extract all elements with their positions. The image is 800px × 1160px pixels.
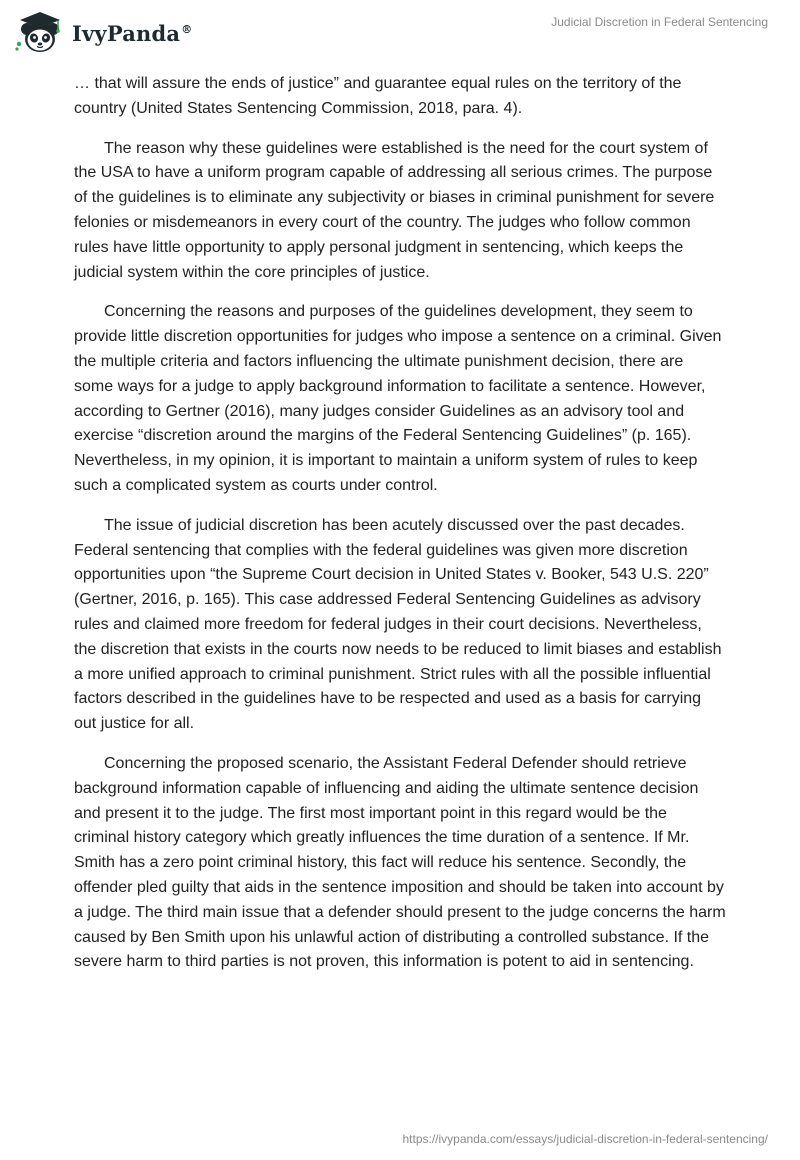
panda-logo-icon — [14, 8, 66, 56]
page-header — [0, 0, 800, 70]
paragraph: Concerning the reasons and purposes of the guidelines development, they seem to provide little discretion opportunities for judges who impose a sentence on a criminal. Given the multiple criteria and factors influencing the ultimate punishment decision, there are some ways for a judge to apply background information to facilitate a sentence. However, according to Gertner (2016), many judges consider Guidelines as an advisory tool and exercise “discretion around the margins of the Federal Sentencing Guidelines” (p. 165). Nevertheless, in my opinion, it is important to maintain a uniform system of rules to keep such a complicated system as courts under control. — [74, 303, 722, 494]
paragraph: The issue of judicial discretion has been acutely discussed over the past decades. Federal sentencing that complies with the federal guidelines was given more discretion opportunities upon “the Supreme Court decision in United States v. Booker, 543 U.S. 220” (Gertner, 2016, p. 165). This case addressed Federal Sentencing Guidelines as advisory rules and claimed more freedom for federal judges in their court decisions. Nevertheless, the discretion that exists in the courts now needs to be reduced to limit biases and establish a more unified approach to criminal punishment. Strict rules with all the possible influential factors described in the guidelines have to be respected and used as a basis for carrying out justice for all. — [74, 516, 722, 733]
source-url: https://ivypanda.com/essays/judicial-discretion-in-federal-sentencing/ — [402, 1132, 768, 1146]
ivypanda-logo[interactable] — [14, 8, 192, 56]
paragraph: Concerning the proposed scenario, the Assistant Federal Defender should retrieve background information capable of influencing and aiding the ultimate sentence decision and present it to the judge. The first most important point in this regard would be the criminal history category which greatly influences the time duration of a sentence. If Mr. Smith has a zero point criminal history, this fact will reduce his sentence. Secondly, the offender pled guilty that aids in the sentence imposition and should be taken into account by a judge. The third main issue that a defender should present to the judge concerns the harm caused by Ben Smith upon his unlawful action of distributing a controlled substance. If the severe harm to third parties is not proven, this information is potent to aid in sentencing. — [74, 754, 726, 971]
brand-name — [72, 21, 192, 46]
paragraph: The reason why these guidelines were established is the need for the court system of the USA to have a uniform program capable of addressing all serious crimes. The purpose of the guidelines is to eliminate any subjectivity or biases in criminal punishment for severe felonies or misdemeanors in every court of the country. The judges who follow common rules have little opportunity to apply personal judgment in sentencing, which keeps the judicial system within the core principles of justice. — [74, 139, 715, 281]
essay-body — [74, 72, 726, 990]
document-title: Judicial Discretion in Federal Sentencing — [551, 15, 768, 29]
brand-name-text: IvyPanda — [72, 20, 181, 46]
paragraph-continuation: … that will assure the ends of justice” and guarantee equal rules on the territory of the country (United States Sentencing Commission, 2018, para. 4). — [74, 75, 682, 117]
brand-registered-mark: ® — [181, 22, 193, 36]
